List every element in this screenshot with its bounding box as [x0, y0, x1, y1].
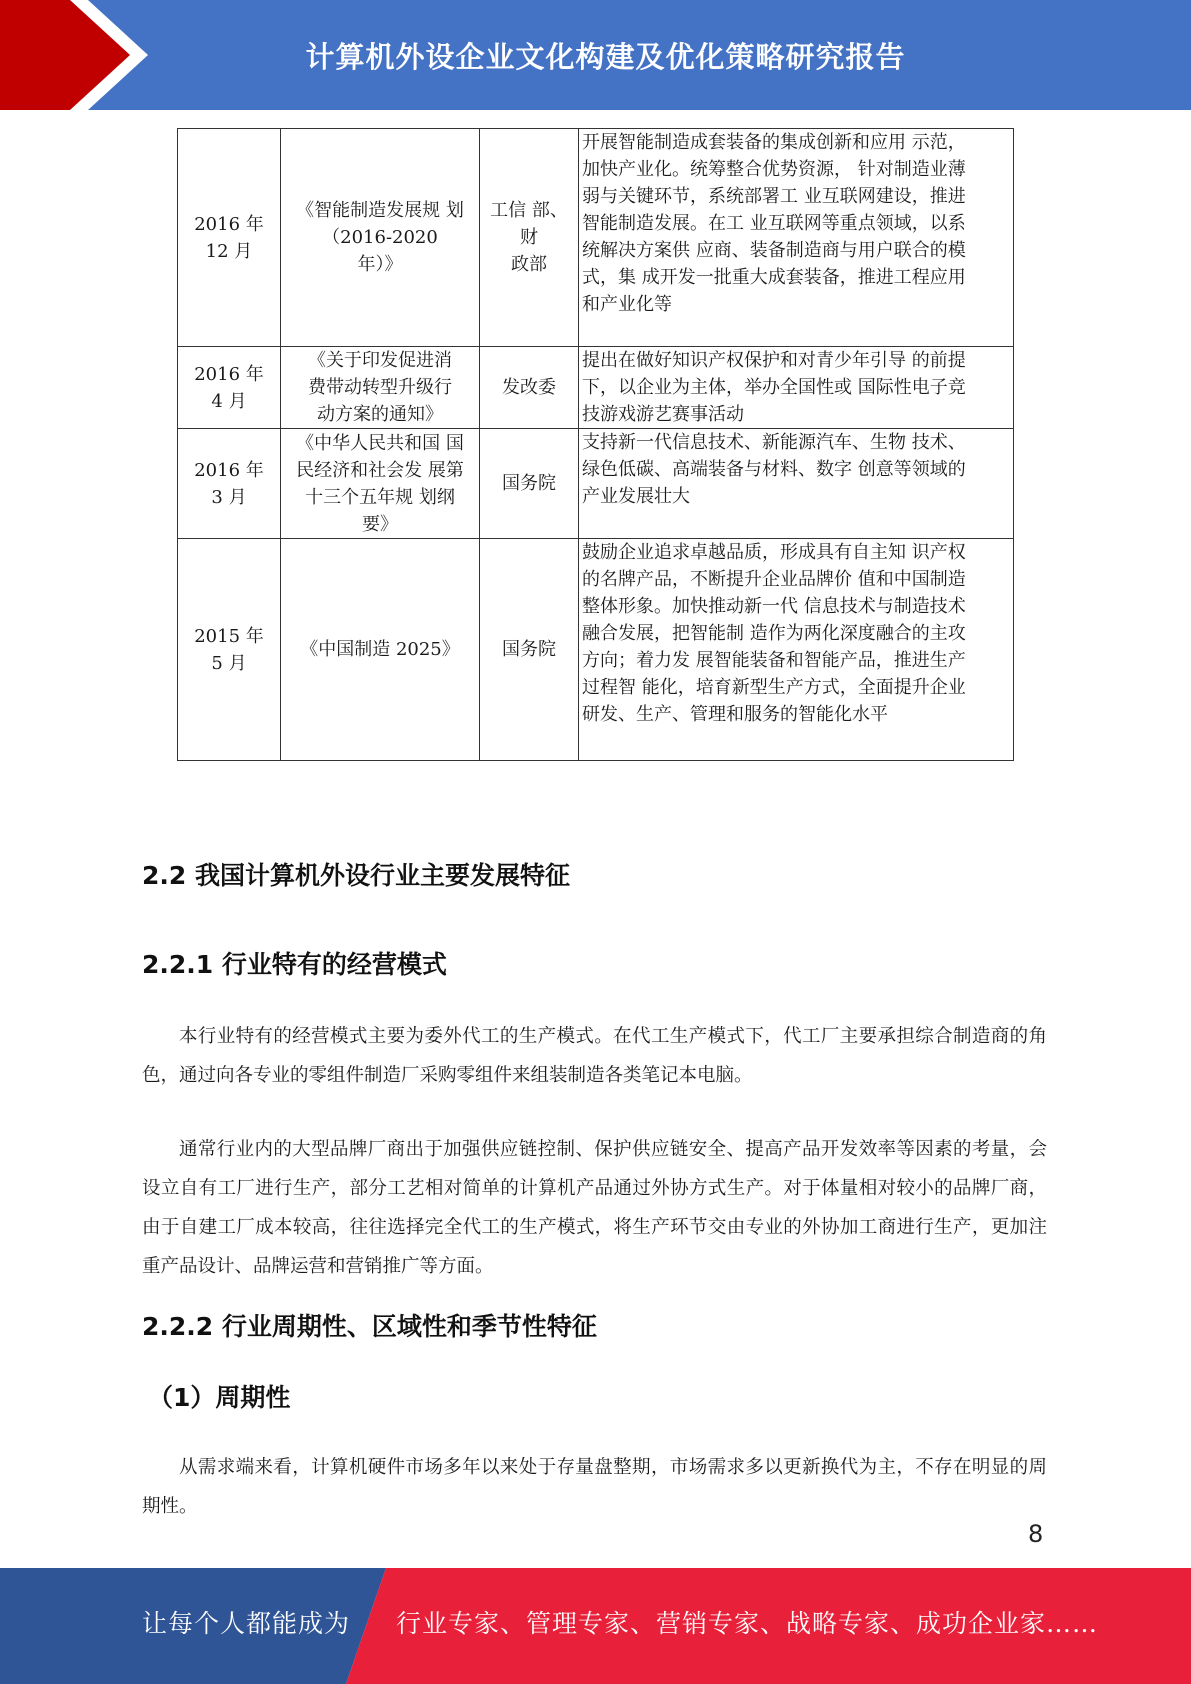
policy-content-cell-line: 智能制造发展。在工 业互联网等重点领域，以系 [582, 213, 966, 234]
section-heading-2-2-2: 2.2.2 行业周期性、区域性和季节性特征 [142, 1312, 597, 1341]
agency-cell-line: 财 [520, 227, 538, 248]
policy-content-cell-line: 统解决方案供 应商、装备制造商与用户联合的模 [582, 240, 966, 261]
date-cell-line: 2016 年 [194, 213, 264, 235]
date-cell-line: 5 月 [211, 652, 247, 674]
date-cell-line: 2016 年 [194, 459, 264, 481]
agency-cell-line: 发改委 [502, 377, 556, 398]
date-cell [178, 539, 281, 761]
policy-content-cell-line: 下，以企业为主体，举办全国性或 国际性电子竞 [582, 377, 966, 398]
policy-table [177, 128, 1014, 761]
policy-name-cell-line: 《关于印发促进消 [308, 350, 452, 371]
date-cell [178, 429, 281, 539]
footer-slogan-left: 让每个人都能成为 [142, 1609, 351, 1638]
policy-name-cell-line: 《中国制造 2025》 [300, 639, 460, 660]
agency-cell-line: 国务院 [502, 473, 556, 494]
date-cell [178, 129, 281, 347]
agency-cell [480, 429, 579, 539]
policy-content-cell-line: 技游戏游艺赛事活动 [582, 404, 744, 425]
policy-content-cell-line: 提出在做好知识产权保护和对青少年引导 的前提 [582, 350, 966, 371]
policy-content-cell-line: 绿色低碳、高端装备与材料、数字 创意等领域的 [582, 459, 966, 480]
policy-name-cell-line: （2016-2020 [322, 227, 438, 248]
date-cell-line: 12 月 [205, 240, 253, 262]
header-title: 计算机外设企业文化构建及优化策略研究报告 [305, 39, 906, 74]
page-footer [0, 1568, 1191, 1684]
agency-cell-line: 政部 [511, 254, 547, 275]
policy-name-cell-line: 要》 [362, 513, 398, 535]
policy-content-cell [579, 429, 1014, 539]
policy-name-cell [281, 129, 480, 347]
date-cell-line: 2016 年 [194, 363, 264, 385]
policy-name-cell-line: 费带动转型升级行 [308, 377, 452, 398]
policy-content-cell-line: 融合发展，把智能制 造作为两化深度融合的主攻 [582, 623, 966, 644]
sub-heading-cyclicality: （1）周期性 [148, 1383, 291, 1412]
date-cell-line: 3 月 [211, 486, 247, 508]
table-row [178, 347, 1014, 429]
policy-content-cell-line: 研发、生产、管理和服务的智能化水平 [582, 704, 888, 725]
date-cell-line: 4 月 [211, 390, 247, 412]
paragraph-brand-manufacturers: 通常行业内的大型品牌厂商出于加强供应链控制、保护供应链安全、提高产品开发效率等因素的考量，会设立自有工厂进行生产，部分工艺相对简单的计算机产品通过外协方式生产。对于体量相对较小的品牌厂商，由于自建工厂成本较高，往往选择完全代工的生产模式，将生产环节交由专业的外协加工商进行生产，更加注重产品设计、品牌运营和营销推广等方面。 [142, 1139, 1047, 1277]
agency-cell-line: 国务院 [502, 639, 556, 660]
policy-content-cell-line: 方向；着力发 展智能装备和智能产品，推进生产 [582, 650, 966, 671]
agency-cell-line: 工信 部、 [490, 200, 568, 221]
policy-name-cell [281, 429, 480, 539]
policy-content-cell [579, 539, 1014, 761]
agency-cell [480, 347, 579, 429]
paragraph-cyclicality: 从需求端来看，计算机硬件市场多年以来处于存量盘整期，市场需求多以更新换代为主，不存在明显的周期性。 [142, 1457, 1047, 1517]
policy-content-cell-line: 支持新一代信息技术、新能源汽车、生物 技术、 [582, 432, 966, 453]
policy-name-cell-line: 《智能制造发展规 划 [296, 200, 464, 221]
policy-content-cell-line: 弱与关键环节，系统部署工 业互联网建设，推进 [582, 186, 966, 207]
page-number: 8 [1028, 1520, 1044, 1548]
policy-content-cell-line: 鼓励企业追求卓越品质，形成具有自主知 识产权 [582, 542, 966, 563]
policy-content-cell [579, 129, 1014, 347]
table-row [178, 539, 1014, 761]
policy-content-cell-line: 的名牌产品，不断提升企业品牌价 值和中国制造 [582, 569, 966, 590]
policy-content-cell-line: 和产业化等 [582, 294, 672, 315]
policy-content-cell-line: 过程智 能化，培育新型生产方式，全面提升企业 [582, 677, 966, 698]
policy-name-cell [281, 347, 480, 429]
policy-name-cell-line: 《中华人民共和国 国 [296, 432, 464, 454]
page-header [0, 0, 1191, 110]
table-row [178, 429, 1014, 539]
policy-content-cell-line: 式，集 成开发一批重大成套装备，推进工程应用 [582, 267, 966, 288]
policy-content-cell-line: 产业发展壮大 [582, 486, 690, 507]
policy-name-cell-line: 民经济和社会发 展第 [296, 459, 464, 481]
section-heading-2-2-1: 2.2.1 行业特有的经营模式 [142, 950, 447, 979]
agency-cell [480, 539, 579, 761]
date-cell [178, 347, 281, 429]
policy-name-cell-line: 十三个五年规 划纲 [305, 486, 455, 508]
section-heading-2-2: 2.2 我国计算机外设行业主要发展特征 [142, 861, 570, 890]
table-row [178, 129, 1014, 347]
policy-name-cell [281, 539, 480, 761]
policy-content-cell-line: 加快产业化。统筹整合优势资源， 针对制造业薄 [582, 159, 966, 180]
agency-cell [480, 129, 579, 347]
policy-name-cell-line: 年）》 [357, 254, 403, 275]
paragraph-operating-mode: 本行业特有的经营模式主要为委外代工的生产模式。在代工生产模式下，代工厂主要承担综合制造商的角色，通过向各专业的零组件制造厂采购零组件来组装制造各类笔记本电脑。 [142, 1026, 1047, 1086]
policy-content-cell [579, 347, 1014, 429]
footer-slogan-right: 行业专家、管理专家、营销专家、战略专家、成功企业家…… [396, 1609, 1099, 1638]
policy-name-cell-line: 动方案的通知》 [317, 404, 443, 425]
policy-content-cell-line: 开展智能制造成套装备的集成创新和应用 示范， [582, 132, 966, 153]
policy-content-cell-line: 整体形象。加快推动新一代 信息技术与制造技术 [582, 596, 966, 617]
date-cell-line: 2015 年 [194, 625, 264, 647]
